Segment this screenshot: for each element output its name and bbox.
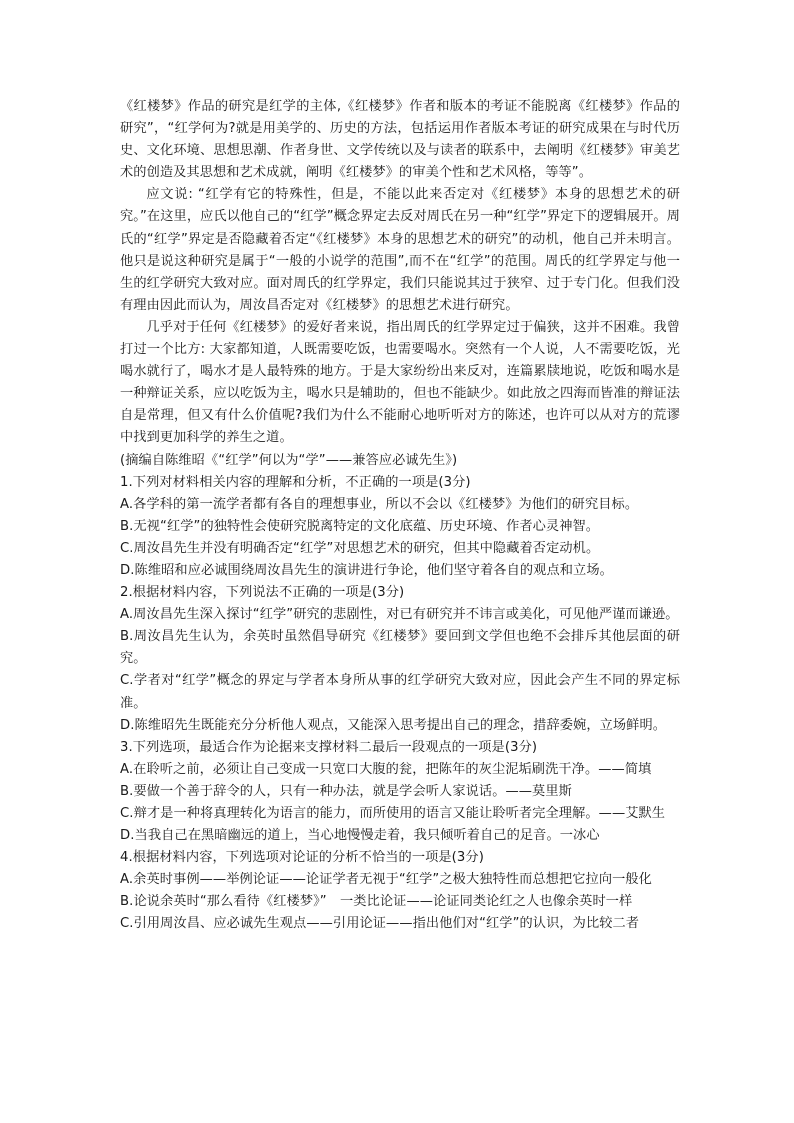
option-d: D.当我自己在黑暗幽远的道上，当心地慢慢走着，我只倾听着自己的足音。一冰心 (120, 828, 600, 844)
option-a: A.各学科的第一流学者都有各自的理想事业，所以不会以《红楼梦》为他们的研究目标。 (120, 496, 639, 512)
question-2 (120, 582, 680, 737)
question-stem: 2.根据材料内容，下列说法不正确的一项是(3分) (120, 585, 405, 601)
option-b: B.周汝昌先生认为，余英时虽然倡导研究《红楼梦》要回到文学但也绝不会排斥其他层面的研究。 (120, 629, 680, 667)
question-stem: 3.下列选项，最适合作为论据来支撑材料二最后一段观点的一项是(3分) (120, 739, 538, 755)
paragraph-1: 《红楼梦》作品的研究是红学的主体,《红楼梦》作者和版本的考证不能脱离《红楼梦》作品的研究”，“红学何为?就是用美学的、历史的方法，包括运用作者版本考证的研究成果在与时代历史、文化环境、思想思潮、作者身世、文学传统以及与读者的联系中，去阐明《红楼梦》审美艺术的创造及其思想和艺术成就，阐明《红楼梦》的审美个性和艺术风格，等等”。 (120, 99, 680, 181)
option-a: A.余英时事例——举例论证——论证学者无视于“红学”之极大独特性而总想把它拉向一般化 (120, 872, 652, 888)
option-a: A.周汝昌先生深入探讨“红学”研究的悲剧性，对已有研究并不讳言或美化，可见他严谨而谦逊。 (120, 607, 679, 623)
option-d: D.陈维昭先生既能充分分析他人观点，又能深入思考提出自己的理念，措辞委婉，立场鲜明。 (120, 717, 667, 733)
source-citation: (摘编自陈维昭《“红学”何以为“学”——兼答应必诚先生》) (120, 452, 458, 468)
question-stem: 1.下列对材料相关内容的理解和分析，不正确的一项是(3分) (120, 474, 471, 490)
option-c: C.周汝昌先生并没有明确否定“红学”对思想艺术的研究，但其中隐藏着否定动机。 (120, 540, 600, 556)
option-b: B.无视“红学”的独特性会使研究脱离特定的文化底蕴、历史环境、作者心灵神智。 (120, 518, 600, 534)
option-c: C.学者对“红学”概念的界定与学者本身所从事的红学研究大致对应，因此会产生不同的界定标准。 (120, 673, 680, 711)
question-3 (120, 737, 680, 847)
option-c: C.引用周汝昌、应必诚先生观点——引用论证——指出他们对“红学”的认识，为比较二者 (120, 916, 640, 932)
option-d: D.陈维昭和应必诚围绕周汝昌先生的演讲进行争论，他们坚守着各自的观点和立场。 (120, 562, 613, 578)
paragraph-3: 几乎对于任何《红楼梦》的爱好者来说，指出周氏的红学界定过于偏狭，这并不困难。我曾打过一个比方: 大家都知道，人既需要吃饭，也需要喝水。突然有一个人说，人不需要吃饭，光喝水就行了，喝水才是人最特殊的地方。于是大家纷纷出来反对，连篇累牍地说，吃饭和喝水是一种辩证关系，应以吃饭为主，喝水只是辅助的，但也不能缺少。如此放之四海而皆准的辩证法自是常理，但又有什么价值呢?我们为什么不能耐心地听听对方的陈述，也许可以从对方的荒谬中找到更加科学的养生之道。 (120, 319, 680, 446)
question-4 (120, 847, 680, 935)
document-page (120, 96, 680, 936)
option-b: B.论说余英时“那么看待《红楼梦》” 一类比论证——论证同类论红之人也像余英时一样 (120, 894, 633, 910)
question-stem: 4.根据材料内容，下列选项对论证的分析不恰当的一项是(3分) (120, 850, 484, 866)
paragraph-2: 应文说: “红学有它的特殊性，但是，不能以此来否定对《红楼梦》本身的思想艺术的研究。”在这里，应氏以他自己的“红学”概念界定去反对周氏在另一种“红学”界定下的逻辑展开。周氏的“红学”界定是否隐藏着否定“《红楼梦》本身的思想艺术的研究”的动机，他自己并未明言。他只是说这种研究是属于“一般的小说学的范围”,而不在“红学”的范围。周氏的红学界定与他一生的红学研究大致对应。面对周氏的红学界定，我们只能说其过于狭窄、过于专门化。但我们没有理由因此而认为，周汝昌否定对《红楼梦》的思想艺术进行研究。 (120, 187, 680, 313)
question-1 (120, 472, 680, 582)
option-c: C.辩才是一种将真理转化为语言的能力，而所使用的语言又能让聆听者完全理解。——艾默生 (120, 806, 666, 821)
option-b: B.要做一个善于辞令的人，只有一种办法，就是学会听人家说话。——莫里斯 (120, 783, 572, 799)
option-a: A.在聆听之前，必须让自己变成一只宽口大腹的瓮，把陈年的灰尘泥垢刷洗干净。——简填 (120, 761, 652, 777)
